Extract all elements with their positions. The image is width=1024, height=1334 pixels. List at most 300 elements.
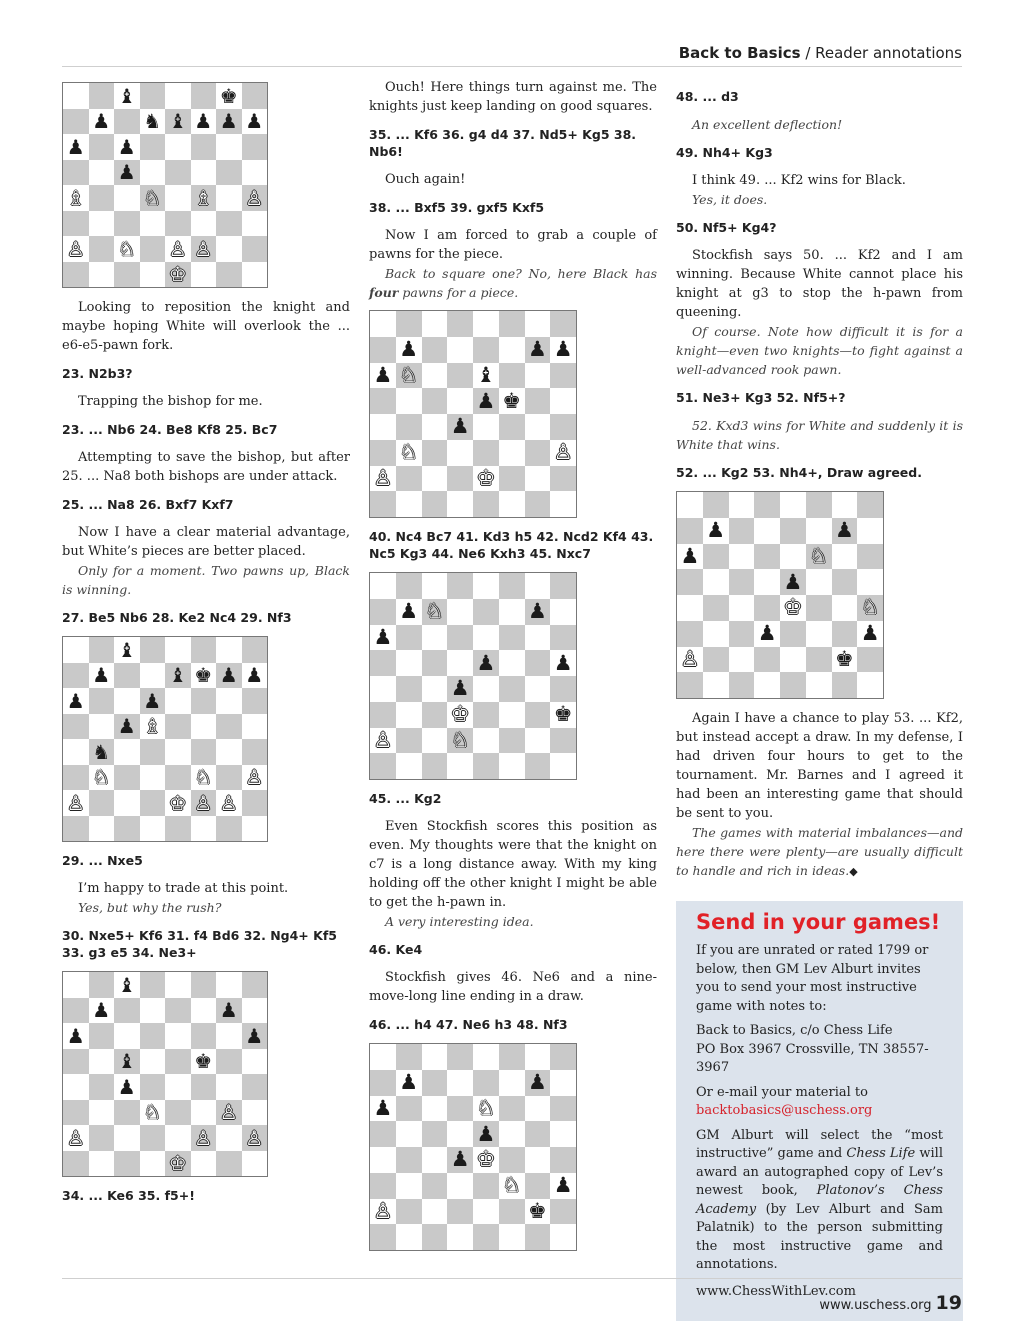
black-pawn-icon: ♟ [476, 1121, 496, 1146]
running-header [679, 44, 962, 62]
board-square [857, 595, 883, 621]
board-square [216, 637, 242, 663]
board-square [525, 702, 551, 728]
board-square [216, 998, 242, 1024]
board-square [677, 672, 703, 698]
board-square [165, 211, 191, 237]
board-square [165, 714, 191, 740]
black-bishop-icon: ♝ [117, 637, 136, 662]
end-mark-icon: ◆ [849, 865, 858, 878]
board-square [242, 185, 268, 211]
white-knight-icon: ♘ [117, 236, 136, 261]
board-square [396, 1070, 422, 1096]
board-square [114, 765, 140, 791]
board-square [63, 1023, 89, 1049]
board-square [525, 337, 551, 363]
board-square [422, 1070, 448, 1096]
board-square [191, 211, 217, 237]
white-pawn-icon: ♙ [194, 790, 213, 815]
board-square [550, 728, 576, 754]
board-square [447, 440, 473, 466]
board-square [832, 492, 858, 518]
board-square [89, 663, 115, 689]
board-square [63, 109, 89, 135]
black-pawn-icon: ♟ [373, 624, 393, 649]
commentary-paragraph: Now I am forced to grab a couple of pawns for the piece. [369, 228, 657, 262]
board-square [242, 1049, 268, 1075]
board-square [191, 688, 217, 714]
board-square [703, 518, 729, 544]
board-square [216, 1023, 242, 1049]
board-square [370, 440, 396, 466]
board-square [525, 1173, 551, 1199]
board-square [677, 544, 703, 570]
board-square [422, 414, 448, 440]
annotation-paragraph [62, 561, 350, 599]
board-square [114, 211, 140, 237]
board-square [857, 621, 883, 647]
board-square [63, 1049, 89, 1075]
board-square [242, 236, 268, 262]
board-square [422, 466, 448, 492]
move-line: 52. ... Kg2 53. Nh4+, Draw agreed. [676, 465, 922, 480]
board-square [114, 1125, 140, 1151]
white-knight-icon: ♘ [143, 1100, 162, 1125]
website-link[interactable]: www.ChessWithLev.com [696, 1283, 856, 1299]
board-square [63, 816, 89, 842]
board-square [242, 109, 268, 135]
board-square [447, 625, 473, 651]
board-square [242, 1151, 268, 1177]
board-square [191, 1074, 217, 1100]
board-square [140, 688, 166, 714]
board-square [140, 185, 166, 211]
board-square [216, 1049, 242, 1075]
board-square [473, 1044, 499, 1070]
board-square [525, 1199, 551, 1225]
board-square [550, 388, 576, 414]
board-square [422, 363, 448, 389]
board-square [242, 211, 268, 237]
board-square [550, 650, 576, 676]
board-square [191, 714, 217, 740]
board-square [677, 647, 703, 673]
board-square [242, 134, 268, 160]
move-line: 46. ... h4 47. Ne6 h3 48. Nf3 [369, 1017, 568, 1032]
board-square [806, 569, 832, 595]
board-square [703, 672, 729, 698]
board-square [216, 1125, 242, 1151]
board-square [140, 211, 166, 237]
board-square [447, 337, 473, 363]
board-square [242, 83, 268, 109]
board-square [525, 599, 551, 625]
move-line: 23. N2b3? [62, 366, 133, 381]
board-square [499, 599, 525, 625]
board-square [550, 337, 576, 363]
board-square [63, 1100, 89, 1126]
board-square [114, 790, 140, 816]
board-square [370, 676, 396, 702]
board-square [370, 599, 396, 625]
book-title: Platonov’s Chess Academy [696, 1183, 943, 1217]
board-square [165, 998, 191, 1024]
board-square [370, 337, 396, 363]
annotation-paragraph [676, 190, 963, 209]
board-square [89, 816, 115, 842]
board-square [396, 599, 422, 625]
board-square [63, 185, 89, 211]
board-square [242, 998, 268, 1024]
board-square [191, 160, 217, 186]
chess-diagram [62, 82, 268, 288]
board-square [140, 134, 166, 160]
column-2 [369, 78, 657, 1261]
board-square [396, 363, 422, 389]
commentary-paragraph: Now I have a clear material advantage, but White’s pieces are better placed. [62, 525, 350, 559]
annotation-paragraph [676, 823, 963, 881]
board-square [63, 998, 89, 1024]
board-square [191, 262, 217, 288]
board-square [832, 518, 858, 544]
board-square [550, 311, 576, 337]
board-square [473, 414, 499, 440]
board-square [729, 647, 755, 673]
board-square [370, 753, 396, 779]
board-square [191, 765, 217, 791]
board-square [63, 134, 89, 160]
board-square [422, 1147, 448, 1173]
board-square [447, 676, 473, 702]
board-square [242, 790, 268, 816]
board-square [63, 790, 89, 816]
board-square [89, 1100, 115, 1126]
board-square [140, 1151, 166, 1177]
board-square [216, 1151, 242, 1177]
black-king-icon: ♚ [834, 646, 854, 671]
white-king-icon: ♔ [450, 702, 470, 727]
award-text: GM Alburt will select the “most instructive” game and [696, 1127, 943, 1161]
board-square [525, 753, 551, 779]
commentary-paragraph: Stockfish gives 46. Ne6 and a nine-move-long line ending in a draw. [369, 970, 657, 1004]
board-square [242, 637, 268, 663]
board-square [422, 1224, 448, 1250]
white-bishop-icon: ♗ [66, 185, 85, 210]
board-square [499, 625, 525, 651]
board-square [780, 672, 806, 698]
board-square [499, 466, 525, 492]
board-square [550, 573, 576, 599]
board-square [396, 440, 422, 466]
board-square [857, 492, 883, 518]
white-pawn-icon: ♙ [245, 765, 264, 790]
board-square [499, 1173, 525, 1199]
annotation-paragraph [369, 912, 657, 931]
board-square [499, 388, 525, 414]
board-square [703, 647, 729, 673]
board-square [499, 650, 525, 676]
board-square [165, 637, 191, 663]
board-square [89, 1074, 115, 1100]
white-knight-icon: ♘ [476, 1095, 496, 1120]
black-king-icon: ♚ [219, 83, 238, 108]
black-pawn-icon: ♟ [66, 1023, 85, 1048]
board-square [191, 998, 217, 1024]
white-bishop-icon: ♗ [194, 185, 213, 210]
board-square [216, 83, 242, 109]
board-square [191, 134, 217, 160]
board-square [525, 466, 551, 492]
award-text: will award an autographed copy of Lev’s newest book, [696, 1146, 944, 1198]
annotation-paragraph [369, 264, 657, 302]
board-square [550, 1121, 576, 1147]
board-square [140, 663, 166, 689]
board-square [473, 1096, 499, 1122]
board-square [396, 676, 422, 702]
board-square [550, 676, 576, 702]
white-pawn-icon: ♙ [194, 236, 213, 261]
black-bishop-icon: ♝ [168, 109, 187, 134]
board-square [216, 816, 242, 842]
board-square [89, 262, 115, 288]
black-pawn-icon: ♟ [399, 1070, 419, 1095]
board-square [370, 466, 396, 492]
board-square [447, 1096, 473, 1122]
move-line: 25. ... Na8 26. Bxf7 Kxf7 [62, 497, 234, 512]
annotation-paragraph [676, 322, 963, 379]
board-square [473, 1173, 499, 1199]
black-pawn-icon: ♟ [117, 160, 136, 185]
board-square [89, 109, 115, 135]
board-square [165, 109, 191, 135]
board-square [191, 816, 217, 842]
board-square [754, 544, 780, 570]
board-square [396, 1199, 422, 1225]
board-square [550, 491, 576, 517]
board-square [114, 160, 140, 186]
board-square [216, 160, 242, 186]
annotation-text: A very interesting idea. [385, 914, 534, 929]
board-square [447, 491, 473, 517]
board-square [550, 414, 576, 440]
board-square [473, 1121, 499, 1147]
black-bishop-icon: ♝ [476, 362, 496, 387]
board-square [216, 1074, 242, 1100]
board-square [499, 1096, 525, 1122]
board-square [473, 728, 499, 754]
board-square [832, 544, 858, 570]
board-square [525, 1147, 551, 1173]
board-square [447, 702, 473, 728]
board-square [550, 1044, 576, 1070]
board-square [89, 236, 115, 262]
board-square [857, 544, 883, 570]
board-square [703, 544, 729, 570]
black-pawn-icon: ♟ [527, 1070, 547, 1095]
email-paragraph [696, 1084, 943, 1121]
board-square [422, 440, 448, 466]
board-square [447, 1173, 473, 1199]
board-square [473, 440, 499, 466]
commentary-paragraph: Ouch again! [385, 172, 466, 187]
board-square [422, 676, 448, 702]
black-pawn-icon: ♟ [219, 998, 238, 1023]
black-pawn-icon: ♟ [245, 1023, 264, 1048]
board-square [806, 492, 832, 518]
board-square [525, 491, 551, 517]
board-square [703, 595, 729, 621]
black-pawn-icon: ♟ [834, 518, 854, 543]
board-square [396, 702, 422, 728]
board-square [499, 363, 525, 389]
commentary-paragraph: I think 49. ... Kf2 wins for Black. [692, 173, 906, 188]
board-square [422, 311, 448, 337]
board-square [550, 466, 576, 492]
board-square [396, 753, 422, 779]
board-square [729, 595, 755, 621]
black-pawn-icon: ♟ [527, 337, 547, 362]
board-square [216, 765, 242, 791]
board-square [473, 363, 499, 389]
black-bishop-icon: ♝ [117, 972, 136, 997]
board-square [780, 492, 806, 518]
annotation-paragraph [62, 898, 350, 917]
board-square [729, 544, 755, 570]
board-square [447, 466, 473, 492]
board-square [89, 1023, 115, 1049]
black-pawn-icon: ♟ [476, 650, 496, 675]
board-square [525, 1096, 551, 1122]
board-square [370, 625, 396, 651]
board-square [396, 466, 422, 492]
white-king-icon: ♔ [783, 595, 803, 620]
black-pawn-icon: ♟ [245, 109, 264, 134]
board-square [396, 491, 422, 517]
board-square [396, 1147, 422, 1173]
board-square [216, 236, 242, 262]
board-square [447, 753, 473, 779]
board-square [422, 1173, 448, 1199]
board-square [140, 1074, 166, 1100]
board-square [499, 728, 525, 754]
board-square [473, 702, 499, 728]
annotation-text: Yes, but why the rush? [78, 900, 222, 915]
board-square [396, 1121, 422, 1147]
award-text: (by Lev Alburt and Sam Palatnik) to the person submitting the most instructive game and annotations. [696, 1201, 943, 1272]
board-square [473, 676, 499, 702]
board-square [370, 1044, 396, 1070]
board-square [191, 1125, 217, 1151]
board-square [89, 739, 115, 765]
board-square [114, 1049, 140, 1075]
board-square [216, 185, 242, 211]
board-square [499, 1199, 525, 1225]
board-square [396, 1044, 422, 1070]
board-square [550, 599, 576, 625]
board-square [191, 663, 217, 689]
board-square [140, 236, 166, 262]
board-square [396, 1173, 422, 1199]
board-square [89, 211, 115, 237]
board-square [499, 1070, 525, 1096]
board-square [191, 185, 217, 211]
annotation-text: Only for a moment. Two pawns up, Black is winning. [62, 563, 350, 597]
board-square [216, 109, 242, 135]
white-knight-icon: ♘ [143, 185, 162, 210]
board-square [191, 1023, 217, 1049]
board-square [114, 109, 140, 135]
board-square [703, 621, 729, 647]
annotation-text: Back to square one? No, here Black has [385, 266, 657, 281]
chess-diagram [62, 971, 268, 1177]
white-knight-icon: ♘ [424, 599, 444, 624]
email-link[interactable]: backtobasics@uschess.org [696, 1103, 873, 1118]
black-pawn-icon: ♟ [553, 1173, 573, 1198]
board-square [447, 1224, 473, 1250]
board-square [140, 1049, 166, 1075]
board-square [140, 816, 166, 842]
board-square [806, 672, 832, 698]
board-square [140, 790, 166, 816]
white-pawn-icon: ♙ [168, 236, 187, 261]
white-pawn-icon: ♙ [194, 1125, 213, 1150]
column-1 [62, 78, 350, 1214]
annotation-paragraph [676, 115, 963, 134]
board-square [165, 816, 191, 842]
commentary-paragraph: Again I have a chance to play 53. ... Kf2, but instead accept a draw. In my defense, I had driven four hours to get to the tournament. Mr. Barnes and I agreed it had been an interesting game that should be sent to you. [676, 711, 963, 821]
board-square [677, 492, 703, 518]
board-square [473, 388, 499, 414]
board-square [754, 672, 780, 698]
board-square [191, 109, 217, 135]
board-square [370, 1121, 396, 1147]
white-pawn-icon: ♙ [66, 1125, 85, 1150]
board-square [370, 1070, 396, 1096]
email-intro: Or e-mail your material to [696, 1084, 868, 1100]
black-pawn-icon: ♟ [117, 714, 136, 739]
annotation-text: pawns for a piece. [398, 285, 519, 300]
board-square [525, 311, 551, 337]
black-king-icon: ♚ [502, 388, 522, 413]
board-square [370, 388, 396, 414]
board-square [473, 337, 499, 363]
commentary-paragraph: Even Stockfish scores this position as even. My thoughts were that the knight on c7 is a long distance away. With my king holding off the other knight I might be able to get the h-pawn in. [369, 819, 657, 910]
board-square [191, 972, 217, 998]
board-square [857, 518, 883, 544]
board-square [550, 1173, 576, 1199]
board-square [114, 134, 140, 160]
board-square [754, 492, 780, 518]
board-square [677, 569, 703, 595]
board-square [114, 739, 140, 765]
board-square [242, 972, 268, 998]
board-square [165, 790, 191, 816]
white-bishop-icon: ♗ [143, 714, 162, 739]
board-square [550, 1147, 576, 1173]
page-number: 19 [935, 1292, 962, 1314]
board-square [550, 625, 576, 651]
board-square [550, 440, 576, 466]
board-square [165, 739, 191, 765]
board-square [422, 702, 448, 728]
board-square [63, 83, 89, 109]
footer-site: www.uschess.org [819, 1298, 932, 1313]
board-square [242, 739, 268, 765]
board-square [216, 714, 242, 740]
board-square [703, 569, 729, 595]
board-square [370, 491, 396, 517]
board-square [499, 1224, 525, 1250]
